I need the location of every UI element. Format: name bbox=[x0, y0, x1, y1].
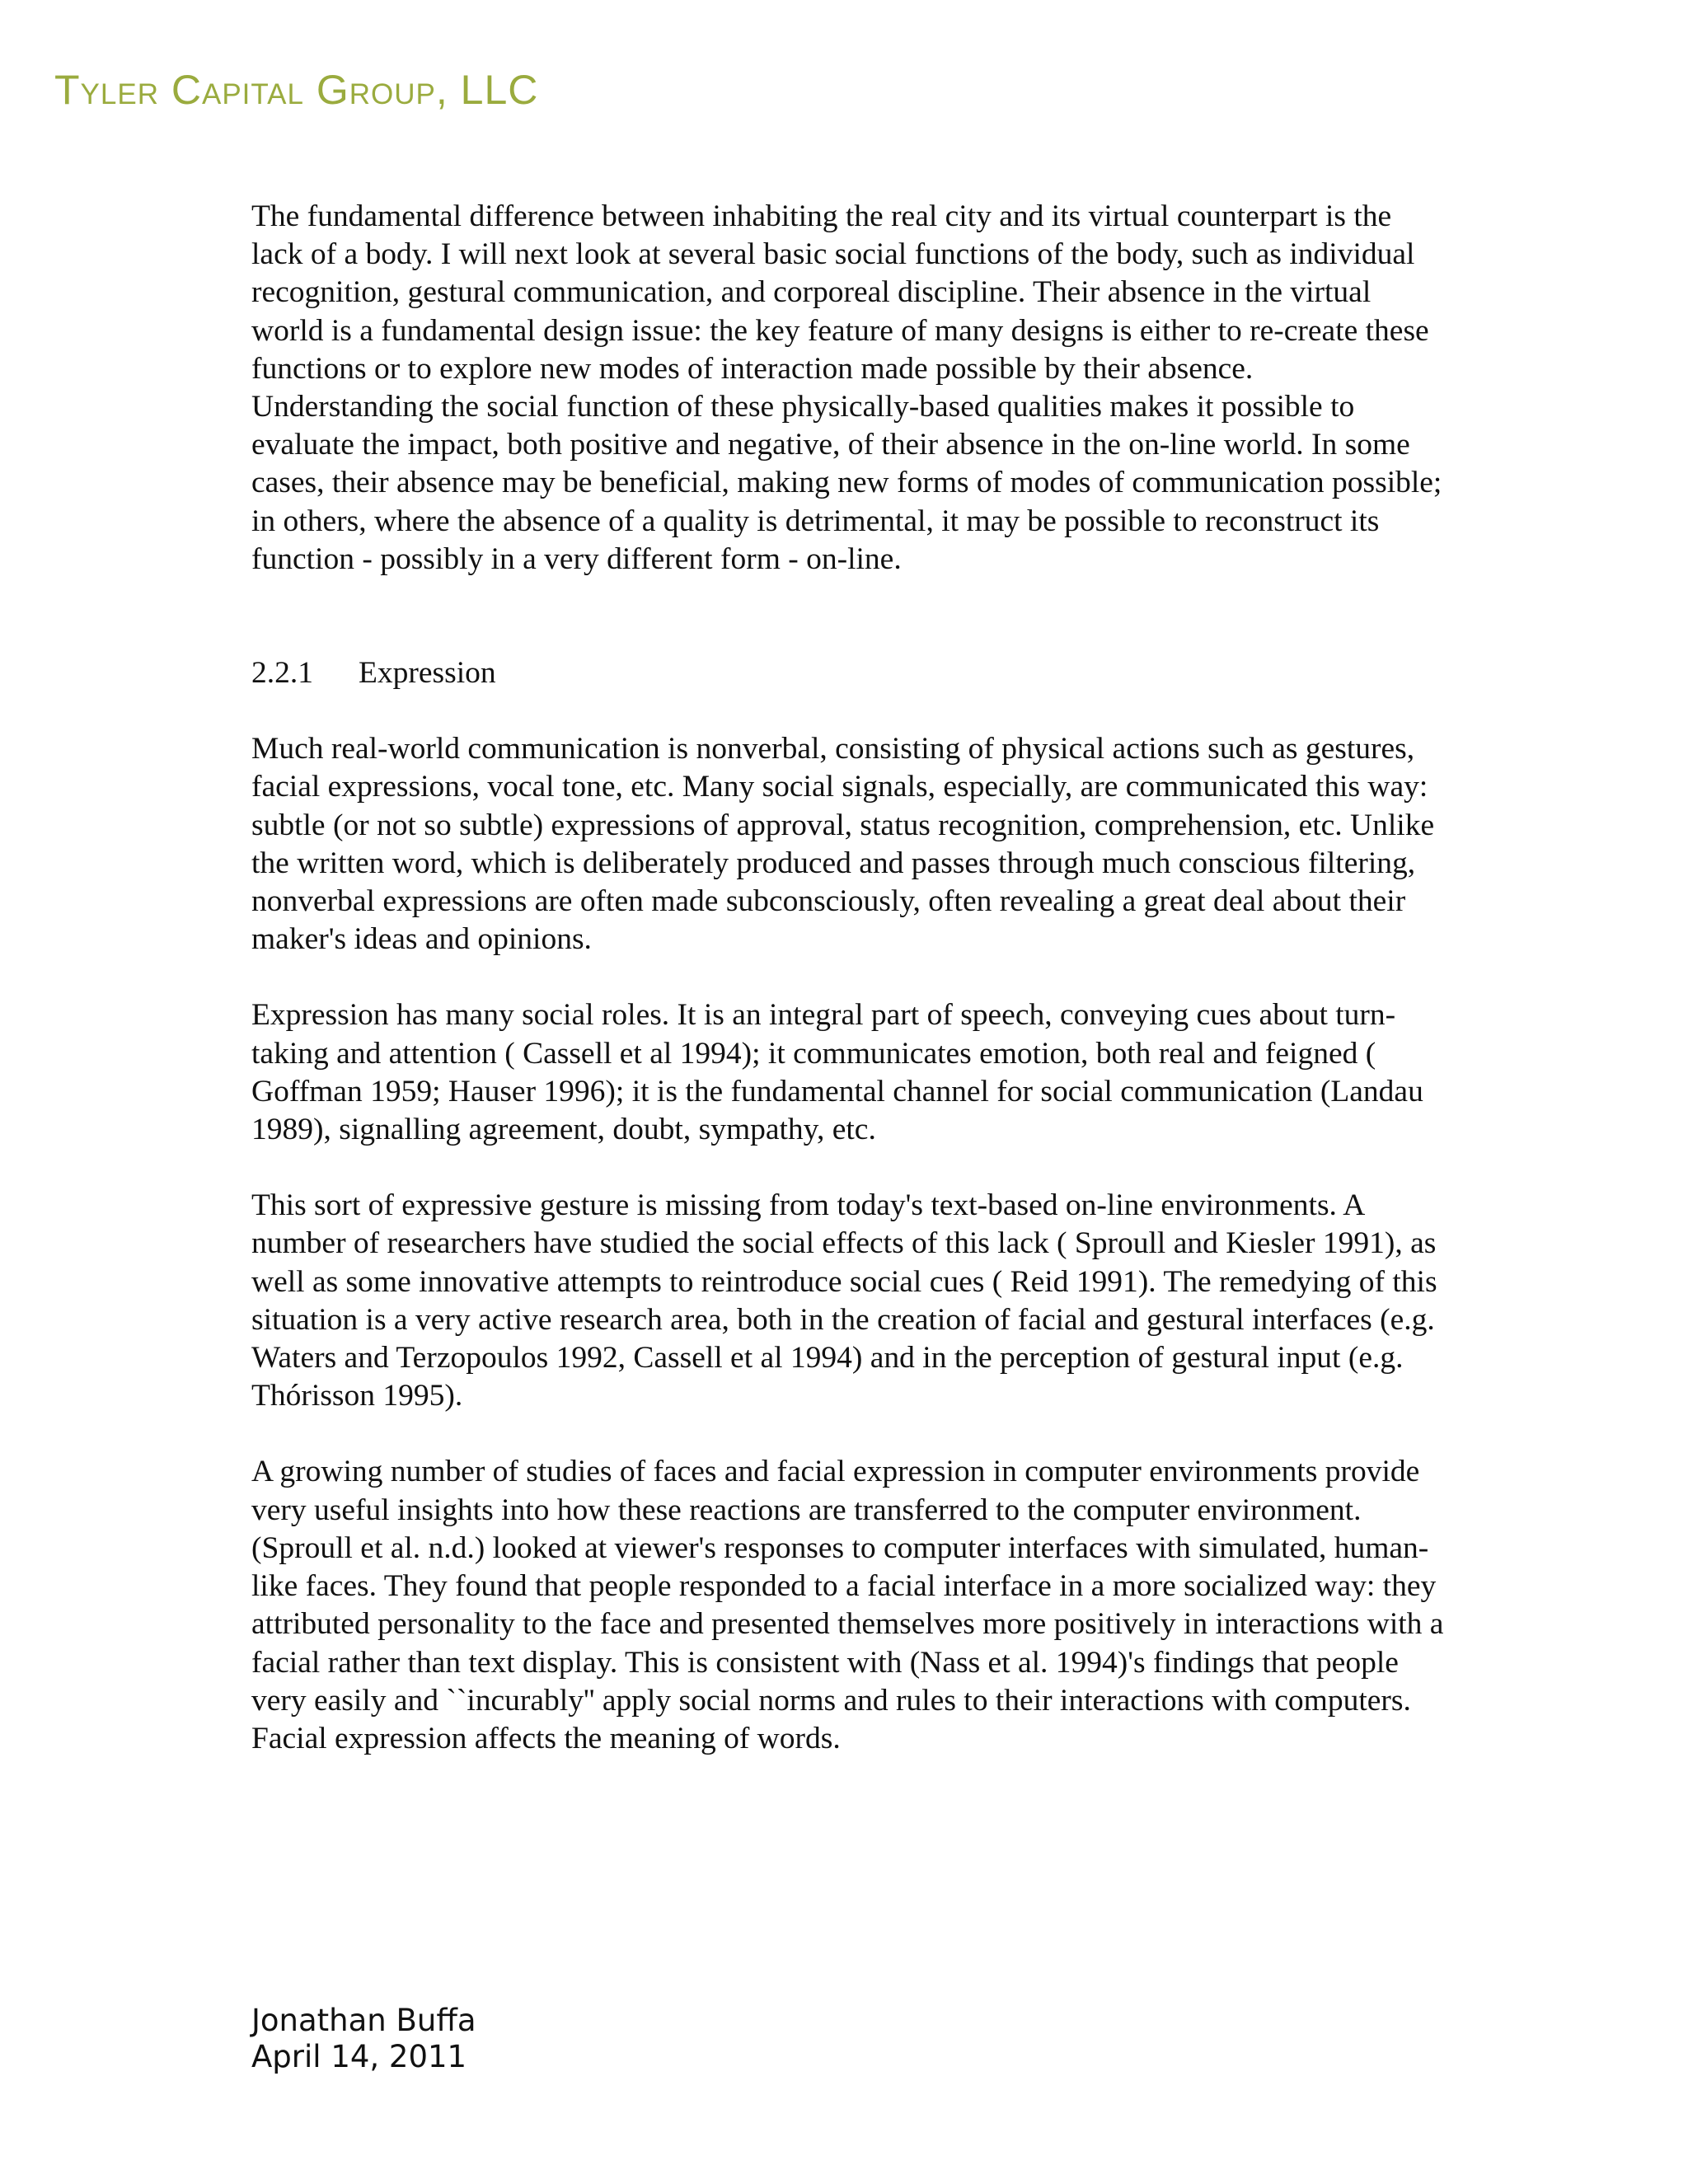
body-paragraph-3: This sort of expressive gesture is missing from today's text-based on-line environments. A number of researchers have studied the social effects of this lack ( Sproull and Kiesler 1991), as well as some innovative attempts to reintroduce social cues ( Reid 1991). The remedying of this situation is a very active research area, both in the creation of facial and gestural interfaces (e.g. Waters and Terzopoulos 1992, Cassell et al 1994) and in the perception of gestural input (e.g. Thórisson 1995). bbox=[251, 1188, 1437, 1413]
body-paragraph-2: Expression has many social roles. It is an integral part of speech, conveying cues about turn-taking and attention ( Cassell et al 1994); it communicates emotion, both real and feigned ( Goffman 1959; Hauser 1996); it is the fundamental channel for social communication (Landau 1989), signalling agreement, doubt, sympathy, etc. bbox=[251, 998, 1423, 1147]
section-title: Expression bbox=[359, 656, 496, 691]
closing-line: Facial expression affects the meaning of words. bbox=[251, 1721, 841, 1755]
section-number: 2.2.1 bbox=[251, 656, 313, 691]
author-name: Jonathan Buffa bbox=[251, 2003, 476, 2038]
document-body bbox=[251, 198, 1447, 1758]
intro-paragraph-1: The fundamental difference between inhabiting the real city and its virtual counterpart is the lack of a body. I will next look at several basic social functions of the body, such as individual recognition, gestural communication, and corporeal discipline. Their absence in the virtual world is a fundamental design issue: the key feature of many designs is either to re-create these functions or to explore new modes of interaction made possible by their absence. bbox=[251, 199, 1429, 386]
body-paragraph-1: Much real-world communication is nonverbal, consisting of physical actions such as gestures, facial expressions, vocal tone, etc. Many social signals, especially, are communicated this way: subtle (or not so subtle) expressions of approval, status recognition, comprehension, etc. Unlike the written word, which is deliberately produced and passes through much conscious filtering, nonverbal expressions are often made subconsciously, often revealing a great deal about their maker's ideas and opinions. bbox=[251, 732, 1435, 957]
signature-block bbox=[251, 2003, 476, 2075]
company-letterhead: Tyler Capital Group, LLC bbox=[54, 67, 539, 113]
intro-paragraph-2: Understanding the social function of these physically-based qualities makes it possible to evaluate the impact, both positive and negative, of their absence in the on-line world. In some cases, their absence may be beneficial, making new forms of modes of communication possible; in others, where the absence of a quality is detrimental, it may be possible to reconstruct its function - possibly in a very different form - on-line. bbox=[251, 390, 1442, 576]
signature-date: April 14, 2011 bbox=[251, 2039, 467, 2074]
section-heading bbox=[251, 654, 1447, 692]
intro-section bbox=[251, 198, 1447, 579]
body-paragraph-4: A growing number of studies of faces and facial expression in computer environments provide very useful insights into how these reactions are transferred to the computer environment. (Sproull et al. n.d.) looked at viewer's responses to computer interfaces with simulated, human-like faces. They found that people responded to a facial interface in a more socialized way: they attributed personality to the face and presented themselves more positively in interactions with a facial rather than text display. This is consistent with (Nass et al. 1994)'s findings that people very easily and ``incurably'' apply social norms and rules to their interactions with computers. bbox=[251, 1455, 1444, 1718]
